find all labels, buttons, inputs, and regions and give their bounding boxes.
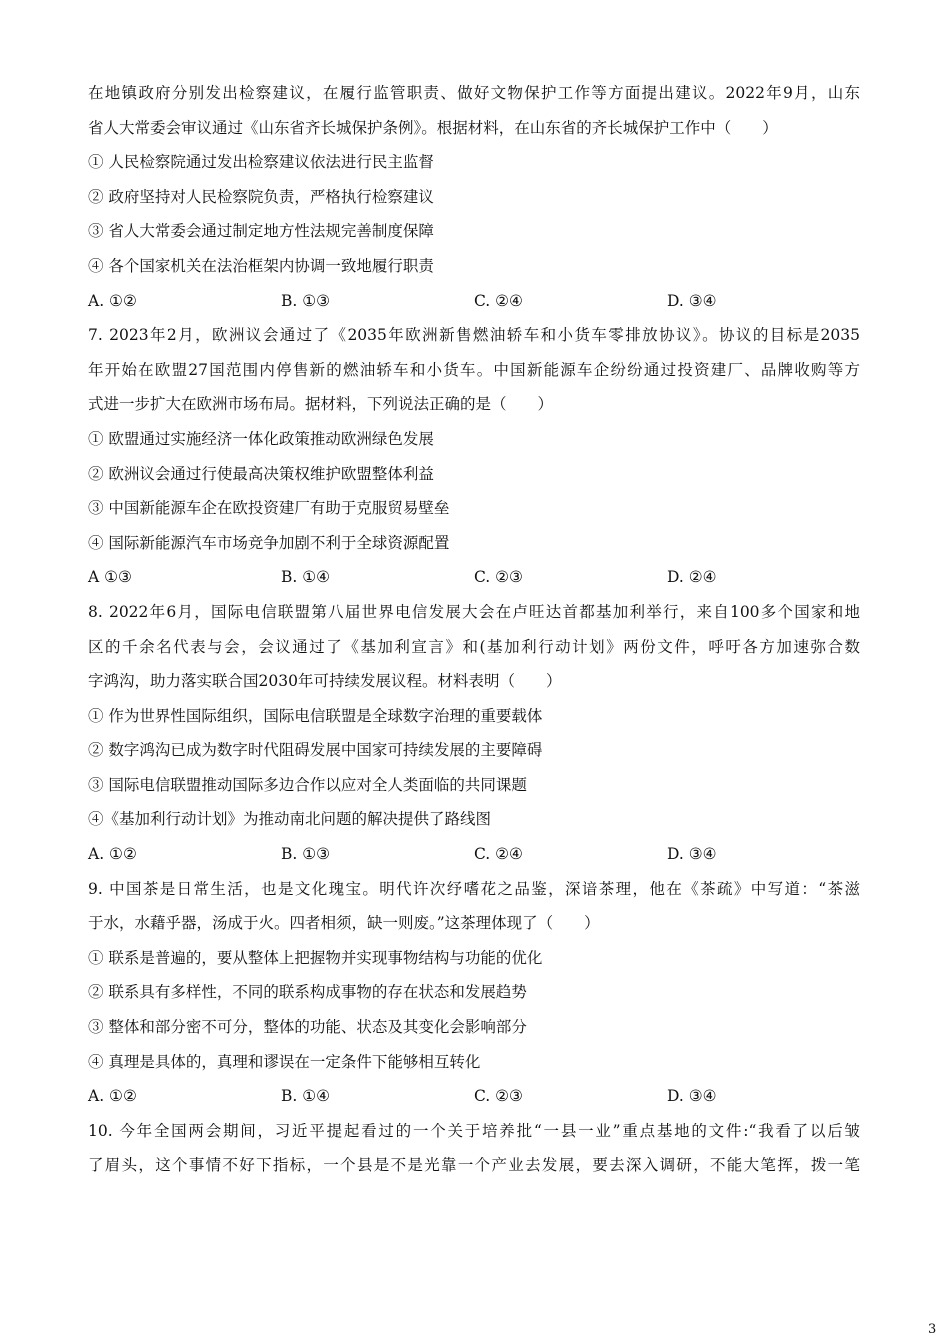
answer-option: D. ②④ (667, 568, 717, 587)
statement-item: ② 数字鸿沟已成为数字时代阻碍发展中国家可持续发展的主要障碍 (88, 741, 543, 760)
statement-item: ④ 各个国家机关在法治框架内协调一致地履行职责 (88, 256, 434, 275)
question-stem-line: 了眉头，这个事情不好下指标，一个县是不是光靠一个产业去发展，要去深入调研，不能大笔挥，拨一笔 (88, 1156, 860, 1175)
answer-options (88, 560, 860, 595)
question-stem-line: 区的千余名代表与会，会议通过了《基加利宣言》和(基加利行动计划》两份文件，呼吁各方加速弥合数 (88, 637, 860, 656)
answer-option: D. ③④ (667, 845, 717, 864)
question-block (88, 1114, 860, 1183)
answer-options (88, 837, 860, 872)
statement-item: ① 作为世界性国际组织，国际电信联盟是全球数字治理的重要载体 (88, 706, 543, 725)
statement-item: ② 欧洲议会通过行使最高决策权维护欧盟整体利益 (88, 464, 434, 483)
statement-item: ④ 国际新能源汽车市场竞争加剧不利于全球资源配置 (88, 533, 450, 552)
statement-item: ④ 真理是具体的，真理和谬误在一定条件下能够相互转化 (88, 1052, 481, 1071)
statement-item: ① 人民检察院通过发出检察建议依法进行民主监督 (88, 153, 434, 172)
answer-option: B. ①④ (281, 568, 331, 587)
question-stem-line: 7. 2023年2月，欧洲议会通过了《2035年欧洲新售燃油轿车和小货车零排放协议》。协议的目标是2035 (88, 326, 860, 345)
statement-item: ③ 中国新能源车企在欧投资建厂有助于克服贸易壁垒 (88, 499, 450, 518)
answer-option: A. ①② (88, 845, 137, 864)
question-stem-line: 8. 2022年6月，国际电信联盟第八届世界电信发展大会在卢旺达首都基加利举行，来自100多个国家和地 (88, 602, 860, 621)
statement-item: ① 联系是普遍的，要从整体上把握物并实现事物结构与功能的优化 (88, 948, 543, 967)
answer-options (88, 1079, 860, 1114)
answer-option: B. ①③ (281, 845, 331, 864)
question-stem-line: 年开始在欧盟27国范围内停售新的燃油轿车和小货车。中国新能源车企纷纷通过投资建厂、品牌收购等方 (88, 360, 860, 379)
answer-option: D. ③④ (667, 1087, 717, 1106)
answer-option: A ①③ (88, 568, 132, 587)
answer-options (88, 284, 860, 319)
answer-option: B. ①④ (281, 1087, 331, 1106)
answer-option: C. ②④ (474, 845, 523, 864)
question-stem-line: 字鸿沟，助力落实联合国2030年可持续发展议程。材料表明（ ） (88, 672, 562, 691)
page-number: 3 (928, 1322, 937, 1337)
question-block (88, 76, 860, 318)
question-stem-line: 10. 今年全国两会期间，习近平提起看过的一个关于培养批“一县一业”重点基地的文件:“我看了以后皱 (88, 1121, 860, 1140)
answer-option: A. ①② (88, 291, 137, 310)
answer-option: D. ③④ (667, 291, 717, 310)
answer-option: B. ①③ (281, 291, 331, 310)
question-stem-line: 式进一步扩大在欧洲市场布局。据材料，下列说法正确的是（ ） (88, 395, 554, 414)
statement-item: ③ 整体和部分密不可分，整体的功能、状态及其变化会影响部分 (88, 1018, 527, 1037)
answer-option: C. ②③ (474, 568, 523, 587)
question-stem-line: 9. 中国茶是日常生活，也是文化瑰宝。明代许次纾嗜花之品鉴，深谙茶理，他在《茶疏》中写道：“茶滋 (88, 879, 860, 898)
question-stem-line: 在地镇政府分别发出检察建议，在履行监管职责、做好文物保护工作等方面提出建议。2022年9月，山东 (88, 84, 860, 102)
answer-option: C. ②④ (474, 291, 523, 310)
question-block (88, 318, 860, 595)
statement-item: ③ 省人大常委会通过制定地方性法规完善制度保障 (88, 222, 434, 241)
question-block (88, 872, 860, 1114)
document-body (88, 76, 860, 1183)
statement-item: ② 政府坚持对人民检察院负责，严格执行检察建议 (88, 187, 434, 206)
question-block (88, 595, 860, 872)
statement-item: ④《基加利行动计划》为推动南北问题的解决提供了路线图 (88, 810, 492, 829)
answer-option: C. ②③ (474, 1087, 523, 1106)
question-stem-line: 于水，水藉乎器，汤成于火。四者相须，缺一则废。”这茶理体现了（ ） (88, 914, 600, 933)
question-stem-line: 省人大常委会审议通过《山东省齐长城保护条例》。根据材料，在山东省的齐长城保护工作中（ ） (88, 118, 778, 137)
answer-option: A. ①② (88, 1087, 137, 1106)
statement-item: ② 联系具有多样性，不同的联系构成事物的存在状态和发展趋势 (88, 983, 527, 1002)
statement-item: ③ 国际电信联盟推动国际多边合作以应对全人类面临的共同课题 (88, 775, 527, 794)
statement-item: ① 欧盟通过实施经济一体化政策推动欧洲绿色发展 (88, 429, 434, 448)
